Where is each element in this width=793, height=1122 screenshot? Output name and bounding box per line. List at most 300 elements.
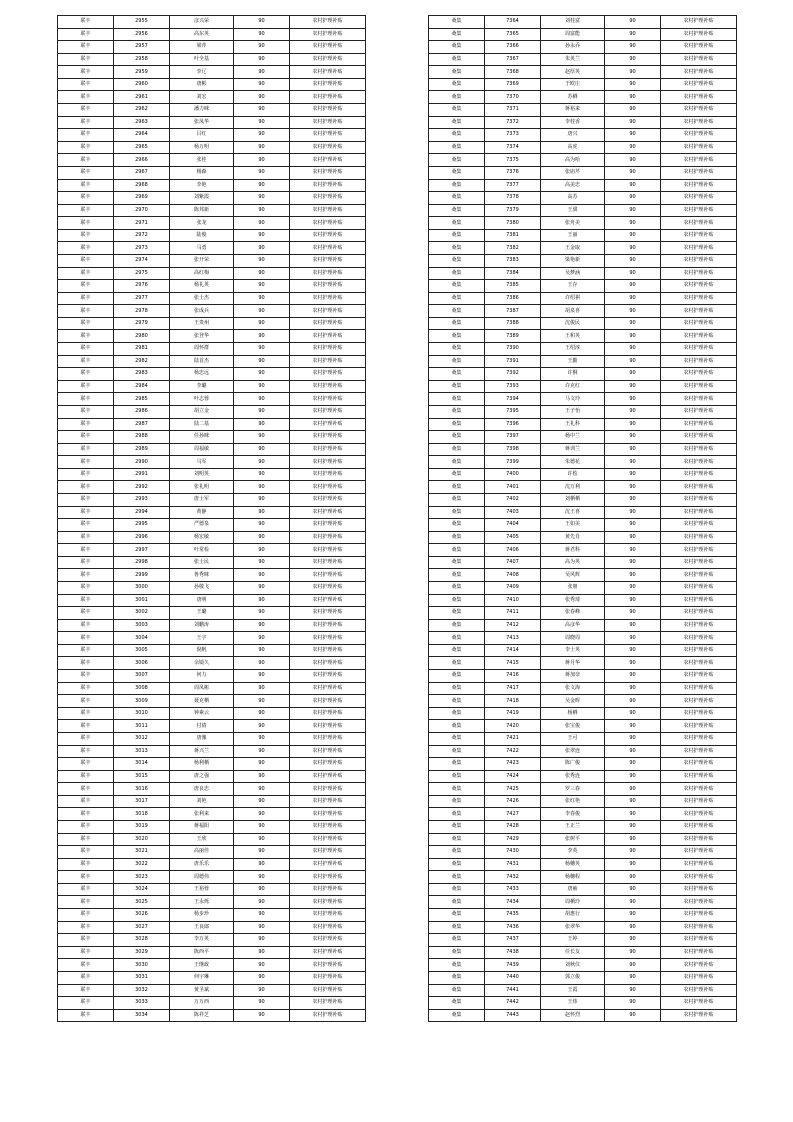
name-cell: 黄圣斌: [170, 984, 234, 997]
subsidy-type-cell: 农村护理补贴: [290, 368, 366, 381]
name-cell: 王如美: [541, 519, 605, 532]
serial-number-cell: 7403: [485, 506, 541, 519]
table-row: [429, 682, 737, 695]
name-cell: 张士民: [170, 556, 234, 569]
table-row: [58, 418, 366, 431]
subsidy-type-cell: 农村护理补贴: [661, 443, 737, 456]
village-cell: 联丰: [58, 909, 114, 922]
name-cell: 黄先肖: [541, 531, 605, 544]
name-cell: 杨中兰: [541, 431, 605, 444]
serial-number-cell: 7388: [485, 317, 541, 330]
serial-number-cell: 3003: [114, 619, 170, 632]
subsidy-type-cell: 农村护理补贴: [290, 493, 366, 506]
village-cell: 联丰: [58, 129, 114, 142]
serial-number-cell: 3028: [114, 934, 170, 947]
table-row: [58, 443, 366, 456]
table-row: [58, 16, 366, 29]
table-row: [58, 456, 366, 469]
village-cell: 桑集: [429, 292, 485, 305]
subsidy-type-cell: 农村护理补贴: [661, 519, 737, 532]
amount-cell: 90: [605, 896, 661, 909]
serial-number-cell: 7439: [485, 959, 541, 972]
amount-cell: 90: [234, 921, 290, 934]
name-cell: 王良郎: [170, 921, 234, 934]
village-cell: 桑集: [429, 997, 485, 1010]
serial-number-cell: 7441: [485, 984, 541, 997]
serial-number-cell: 3022: [114, 858, 170, 871]
table-row: [58, 971, 366, 984]
village-cell: 联丰: [58, 405, 114, 418]
serial-number-cell: 7418: [485, 695, 541, 708]
village-cell: 桑集: [429, 481, 485, 494]
table-row: [58, 179, 366, 192]
table-row: [429, 418, 737, 431]
table-row: [429, 229, 737, 242]
village-cell: 桑集: [429, 267, 485, 280]
name-cell: 高苏: [541, 192, 605, 205]
amount-cell: 90: [605, 456, 661, 469]
subsidy-type-cell: 农村护理补贴: [661, 431, 737, 444]
subsidy-type-cell: 农村护理补贴: [290, 732, 366, 745]
name-cell: 王贵州: [170, 317, 234, 330]
subsidy-type-cell: 农村护理补贴: [661, 569, 737, 582]
village-cell: 桑集: [429, 229, 485, 242]
subsidy-type-cell: 农村护理补贴: [290, 871, 366, 884]
name-cell: 张舟美: [541, 217, 605, 230]
name-cell: 任孙咪: [170, 431, 234, 444]
table-row: [429, 883, 737, 896]
subsidy-type-cell: 农村护理补贴: [661, 745, 737, 758]
serial-number-cell: 7440: [485, 971, 541, 984]
table-row: [429, 607, 737, 620]
table-row: [429, 657, 737, 670]
subsidy-type-cell: 农村护理补贴: [661, 909, 737, 922]
subsidy-type-cell: 农村护理补贴: [290, 418, 366, 431]
village-cell: 桑集: [429, 770, 485, 783]
serial-number-cell: 2956: [114, 28, 170, 41]
name-cell: 王骐: [541, 204, 605, 217]
serial-number-cell: 2965: [114, 141, 170, 154]
name-cell: 张红艳: [541, 795, 605, 808]
amount-cell: 90: [605, 858, 661, 871]
amount-cell: 90: [234, 720, 290, 733]
village-cell: 联丰: [58, 343, 114, 356]
village-cell: 联丰: [58, 267, 114, 280]
subsidy-type-cell: 农村护理补贴: [290, 808, 366, 821]
name-cell: 黄静: [170, 506, 234, 519]
amount-cell: 90: [234, 909, 290, 922]
subsidy-type-cell: 农村护理补贴: [290, 204, 366, 217]
name-cell: 蒋兴兰: [170, 745, 234, 758]
amount-cell: 90: [605, 607, 661, 620]
name-cell: 王和英: [541, 330, 605, 343]
name-cell: 沈俊民: [541, 317, 605, 330]
serial-number-cell: 2970: [114, 204, 170, 217]
amount-cell: 90: [234, 204, 290, 217]
village-cell: 联丰: [58, 242, 114, 255]
village-cell: 联丰: [58, 41, 114, 54]
village-cell: 联丰: [58, 582, 114, 595]
village-cell: 桑集: [429, 456, 485, 469]
amount-cell: 90: [605, 695, 661, 708]
name-cell: 吴金晖: [541, 695, 605, 708]
amount-cell: 90: [234, 821, 290, 834]
subsidy-type-cell: 农村护理补贴: [661, 858, 737, 871]
subsidy-type-cell: 农村护理补贴: [661, 758, 737, 771]
village-cell: 桑集: [429, 104, 485, 117]
name-cell: 周富能: [541, 28, 605, 41]
serial-number-cell: 7425: [485, 783, 541, 796]
name-cell: 杨森: [170, 166, 234, 179]
subsidy-type-cell: 农村护理补贴: [290, 28, 366, 41]
name-cell: 高丽佳: [170, 846, 234, 859]
serial-number-cell: 3023: [114, 871, 170, 884]
village-cell: 联丰: [58, 934, 114, 947]
serial-number-cell: 7393: [485, 380, 541, 393]
name-cell: 周凤彬: [170, 682, 234, 695]
table-row: [58, 556, 366, 569]
village-cell: 联丰: [58, 431, 114, 444]
name-cell: 梁艳新: [541, 254, 605, 267]
subsidy-type-cell: 农村护理补贴: [661, 343, 737, 356]
village-cell: 桑集: [429, 1009, 485, 1022]
serial-number-cell: 7376: [485, 166, 541, 179]
table-row: [429, 393, 737, 406]
subsidy-type-cell: 农村护理补贴: [290, 456, 366, 469]
serial-number-cell: 7371: [485, 104, 541, 117]
amount-cell: 90: [234, 732, 290, 745]
serial-number-cell: 3017: [114, 795, 170, 808]
table-row: [429, 28, 737, 41]
amount-cell: 90: [605, 380, 661, 393]
amount-cell: 90: [605, 569, 661, 582]
village-cell: 桑集: [429, 418, 485, 431]
amount-cell: 90: [234, 141, 290, 154]
subsidy-type-cell: 农村护理补贴: [661, 481, 737, 494]
amount-cell: 90: [234, 254, 290, 267]
amount-cell: 90: [234, 166, 290, 179]
village-cell: 桑集: [429, 192, 485, 205]
village-cell: 桑集: [429, 531, 485, 544]
village-cell: 桑集: [429, 66, 485, 79]
table-row: [429, 254, 737, 267]
village-cell: 桑集: [429, 305, 485, 318]
serial-number-cell: 7434: [485, 896, 541, 909]
village-cell: 联丰: [58, 695, 114, 708]
village-cell: 桑集: [429, 707, 485, 720]
village-cell: 桑集: [429, 254, 485, 267]
table-row: [429, 355, 737, 368]
amount-cell: 90: [605, 720, 661, 733]
name-cell: 马勇: [170, 242, 234, 255]
subsidy-type-cell: 农村护理补贴: [661, 1009, 737, 1022]
amount-cell: 90: [605, 254, 661, 267]
subsidy-type-cell: 农村护理补贴: [661, 141, 737, 154]
amount-cell: 90: [605, 883, 661, 896]
subsidy-type-cell: 农村护理补贴: [290, 380, 366, 393]
village-cell: 联丰: [58, 682, 114, 695]
subsidy-type-cell: 农村护理补贴: [290, 795, 366, 808]
village-cell: 联丰: [58, 418, 114, 431]
amount-cell: 90: [605, 393, 661, 406]
village-cell: 联丰: [58, 481, 114, 494]
table-row: [58, 405, 366, 418]
serial-number-cell: 2992: [114, 481, 170, 494]
village-cell: 联丰: [58, 1009, 114, 1022]
table-row: [429, 380, 737, 393]
serial-number-cell: 7370: [485, 91, 541, 104]
village-cell: 桑集: [429, 909, 485, 922]
subsidy-type-cell: 农村护理补贴: [290, 104, 366, 117]
village-cell: 联丰: [58, 896, 114, 909]
village-cell: 桑集: [429, 607, 485, 620]
serial-number-cell: 7364: [485, 16, 541, 29]
subsidy-type-cell: 农村护理补贴: [661, 795, 737, 808]
amount-cell: 90: [605, 317, 661, 330]
table-row: [58, 254, 366, 267]
table-row: [58, 217, 366, 230]
subsidy-type-cell: 农村护理补贴: [661, 682, 737, 695]
village-cell: 联丰: [58, 456, 114, 469]
name-cell: 高虎: [541, 141, 605, 154]
table-row: [429, 770, 737, 783]
name-cell: 马文玲: [541, 393, 605, 406]
amount-cell: 90: [605, 16, 661, 29]
serial-number-cell: 2971: [114, 217, 170, 230]
table-row: [58, 594, 366, 607]
table-row: [58, 946, 366, 959]
amount-cell: 90: [605, 41, 661, 54]
amount-cell: 90: [234, 783, 290, 796]
serial-number-cell: 3006: [114, 657, 170, 670]
village-cell: 桑集: [429, 808, 485, 821]
name-cell: 叶常检: [170, 544, 234, 557]
subsidy-type-cell: 农村护理补贴: [661, 783, 737, 796]
village-cell: 桑集: [429, 544, 485, 557]
name-cell: 陈邦新: [170, 204, 234, 217]
table-row: [429, 594, 737, 607]
serial-number-cell: 7409: [485, 582, 541, 595]
table-row: [58, 758, 366, 771]
village-cell: 桑集: [429, 670, 485, 683]
serial-number-cell: 7415: [485, 657, 541, 670]
village-cell: 桑集: [429, 431, 485, 444]
amount-cell: 90: [605, 959, 661, 972]
name-cell: 杨礼英: [170, 280, 234, 293]
serial-number-cell: 7408: [485, 569, 541, 582]
serial-number-cell: 7394: [485, 393, 541, 406]
name-cell: 杨忠远: [170, 368, 234, 381]
amount-cell: 90: [605, 519, 661, 532]
table-row: [58, 242, 366, 255]
serial-number-cell: 7374: [485, 141, 541, 154]
table-row: [58, 682, 366, 695]
table-row: [429, 343, 737, 356]
serial-number-cell: 2990: [114, 456, 170, 469]
table-row: [58, 141, 366, 154]
village-cell: 联丰: [58, 984, 114, 997]
subsidy-type-cell: 农村护理补贴: [290, 607, 366, 620]
amount-cell: 90: [234, 393, 290, 406]
serial-number-cell: 7436: [485, 921, 541, 934]
serial-number-cell: 7433: [485, 883, 541, 896]
village-cell: 桑集: [429, 393, 485, 406]
amount-cell: 90: [234, 217, 290, 230]
village-cell: 联丰: [58, 28, 114, 41]
serial-number-cell: 2963: [114, 116, 170, 129]
subsidy-type-cell: 农村护理补贴: [661, 292, 737, 305]
name-cell: 王存: [541, 280, 605, 293]
subsidy-type-cell: 农村护理补贴: [290, 984, 366, 997]
subsidy-type-cell: 农村护理补贴: [661, 468, 737, 481]
name-cell: 唐袖: [541, 883, 605, 896]
table-row: [58, 519, 366, 532]
amount-cell: 90: [234, 846, 290, 859]
table-row: [429, 292, 737, 305]
name-cell: 胡立金: [170, 405, 234, 418]
table-row: [429, 619, 737, 632]
amount-cell: 90: [234, 657, 290, 670]
name-cell: 何力: [170, 670, 234, 683]
name-cell: 张礼明: [170, 481, 234, 494]
table-row: [58, 78, 366, 91]
village-cell: 联丰: [58, 179, 114, 192]
serial-number-cell: 2977: [114, 292, 170, 305]
village-cell: 联丰: [58, 921, 114, 934]
subsidy-type-cell: 农村护理补贴: [661, 984, 737, 997]
subsidy-type-cell: 农村护理补贴: [661, 305, 737, 318]
amount-cell: 90: [234, 758, 290, 771]
amount-cell: 90: [605, 770, 661, 783]
table-row: [58, 871, 366, 884]
subsidy-type-cell: 农村护理补贴: [661, 632, 737, 645]
subsidy-type-cell: 农村护理补贴: [290, 833, 366, 846]
village-cell: 联丰: [58, 393, 114, 406]
village-cell: 联丰: [58, 368, 114, 381]
name-cell: 唐士军: [170, 493, 234, 506]
amount-cell: 90: [234, 644, 290, 657]
serial-number-cell: 3030: [114, 959, 170, 972]
amount-cell: 90: [234, 770, 290, 783]
amount-cell: 90: [234, 104, 290, 117]
village-cell: 联丰: [58, 380, 114, 393]
serial-number-cell: 2995: [114, 519, 170, 532]
village-cell: 桑集: [429, 280, 485, 293]
name-cell: 刘明英: [170, 468, 234, 481]
name-cell: 高为哈: [541, 154, 605, 167]
amount-cell: 90: [234, 41, 290, 54]
table-row: [58, 745, 366, 758]
amount-cell: 90: [605, 217, 661, 230]
amount-cell: 90: [234, 858, 290, 871]
table-row: [429, 154, 737, 167]
village-cell: 联丰: [58, 116, 114, 129]
subsidy-type-cell: 农村护理补贴: [290, 909, 366, 922]
serial-number-cell: 7369: [485, 78, 541, 91]
serial-number-cell: 3016: [114, 783, 170, 796]
subsidy-type-cell: 农村护理补贴: [661, 959, 737, 972]
village-cell: 桑集: [429, 16, 485, 29]
table-row: [58, 28, 366, 41]
subsidy-type-cell: 农村护理补贴: [661, 997, 737, 1010]
serial-number-cell: 7373: [485, 129, 541, 142]
table-row: [429, 670, 737, 683]
subsidy-type-cell: 农村护理补贴: [661, 883, 737, 896]
name-cell: 许桧: [541, 468, 605, 481]
serial-number-cell: 7383: [485, 254, 541, 267]
village-cell: 联丰: [58, 770, 114, 783]
subsidy-type-cell: 农村护理补贴: [290, 670, 366, 683]
village-cell: 联丰: [58, 607, 114, 620]
village-cell: 桑集: [429, 632, 485, 645]
table-row: [58, 644, 366, 657]
serial-number-cell: 3021: [114, 846, 170, 859]
subsidy-type-cell: 农村护理补贴: [661, 254, 737, 267]
table-row: [58, 53, 366, 66]
village-cell: 桑集: [429, 821, 485, 834]
table-row: [58, 707, 366, 720]
table-row: [58, 695, 366, 708]
table-row: [429, 758, 737, 771]
subsidy-type-cell: 农村护理补贴: [290, 192, 366, 205]
subsidy-type-cell: 农村护理补贴: [661, 16, 737, 29]
village-cell: 桑集: [429, 644, 485, 657]
subsidy-type-cell: 农村护理补贴: [290, 959, 366, 972]
serial-number-cell: 7385: [485, 280, 541, 293]
subsidy-type-cell: 农村护理补贴: [290, 682, 366, 695]
village-cell: 联丰: [58, 66, 114, 79]
amount-cell: 90: [605, 355, 661, 368]
subsidy-type-cell: 农村护理补贴: [661, 116, 737, 129]
village-cell: 联丰: [58, 53, 114, 66]
table-row: [429, 141, 737, 154]
amount-cell: 90: [234, 959, 290, 972]
table-row: [429, 896, 737, 909]
subsidy-type-cell: 农村护理补贴: [661, 657, 737, 670]
subsidy-type-cell: 农村护理补贴: [290, 280, 366, 293]
name-cell: 周德伟: [170, 871, 234, 884]
village-cell: 联丰: [58, 846, 114, 859]
subsidy-type-cell: 农村护理补贴: [290, 644, 366, 657]
amount-cell: 90: [234, 984, 290, 997]
village-cell: 联丰: [58, 858, 114, 871]
serial-number-cell: 2974: [114, 254, 170, 267]
table-row: [429, 783, 737, 796]
subsidy-type-cell: 农村护理补贴: [661, 934, 737, 947]
subsidy-type-cell: 农村护理补贴: [290, 217, 366, 230]
subsidy-type-cell: 农村护理补贴: [290, 242, 366, 255]
subsidy-type-cell: 农村护理补贴: [290, 343, 366, 356]
amount-cell: 90: [234, 431, 290, 444]
amount-cell: 90: [234, 506, 290, 519]
table-row: [429, 909, 737, 922]
subsidy-type-cell: 农村护理补贴: [290, 330, 366, 343]
subsidy-type-cell: 农村护理补贴: [661, 242, 737, 255]
amount-cell: 90: [234, 594, 290, 607]
name-cell: 王婷: [541, 934, 605, 947]
village-cell: 桑集: [429, 783, 485, 796]
village-cell: 联丰: [58, 305, 114, 318]
subsidy-type-cell: 农村护理补贴: [661, 53, 737, 66]
table-row: [58, 657, 366, 670]
table-row: [58, 368, 366, 381]
serial-number-cell: 2996: [114, 531, 170, 544]
subsidy-type-cell: 农村护理补贴: [290, 443, 366, 456]
table-row: [429, 720, 737, 733]
serial-number-cell: 7431: [485, 858, 541, 871]
name-cell: 孙敬飞: [170, 582, 234, 595]
table-row: [58, 280, 366, 293]
